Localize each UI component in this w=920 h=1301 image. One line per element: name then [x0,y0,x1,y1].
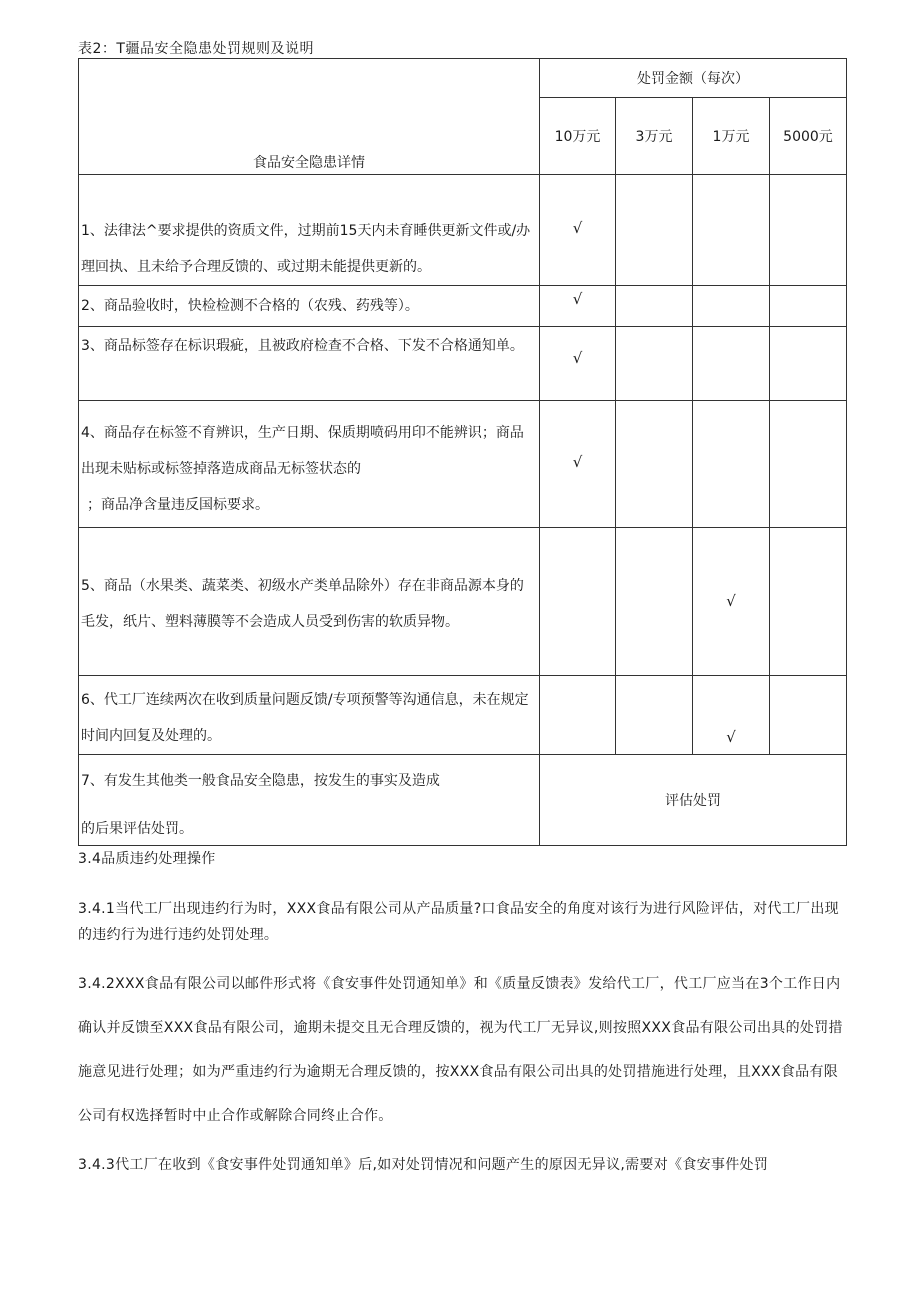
check-mark: √ [693,528,770,676]
amount-header-30k: 3万元 [616,98,693,175]
check-mark: √ [540,175,616,286]
amount-header-100k: 10万元 [540,98,616,175]
penalty-table [78,58,847,846]
row-text: 1、法律法^要求提供的资质文件，过期前15天内未育睡供更新文件或/办理回执、且未给予合理反馈的、或过期未能提供更新的。 [81,223,531,275]
amount-group-header: 处罚金额（每次） [540,59,847,98]
table-row [79,528,847,676]
row-text-cont: 的后果评估处罚。 [81,821,193,837]
row-text-cont: ；商品净含量违反国标要求。 [87,497,269,513]
section-title: 3.4品质违约处理操作 [78,851,216,867]
table-row [79,327,847,401]
paragraph-3-4-3: 3.4.3代工厂在收到《食安事件处罚通知单》后,如对处罚情况和问题产生的原因无异议,需要对《食安事件处罚 [78,1157,769,1173]
table-row [79,286,847,327]
table-caption: 表2：T疆品安全隐患处罚规则及说明 [78,41,314,57]
row-text: 7、有发生其他类一般食品安全隐患，按发生的事实及造成 [81,773,440,789]
table-row [79,401,847,528]
evaluate-penalty: 评估处罚 [540,755,847,846]
row-description [79,755,540,846]
row-text: 5、商品（水果类、蔬菜类、初级水产类单品除外）存在非商品源本身的毛发，纸片、塑料薄膜等不会造成人员受到伤害的软质异物。 [81,578,524,630]
row-description [79,327,540,401]
paragraph-3-4-2: 3.4.2XXX食品有限公司以邮件形式将《食安事件处罚通知单》和《质量反馈表》发给代工厂，代工厂应当在3个工作日内确认并反馈至XXX食品有限公司，逾期未提交且无合理反馈的，视为代工厂无异议,则按照XXX食品有限公司出具的处罚措施意见进行处理；如为严重违约行为逾期无合理反馈的，按XXX食品有限公司出具的处罚措施进行处理，且XXX食品有限公司有权选择暂时中止合作或解除合同终止合作。 [78,976,843,1124]
row-description [79,676,540,755]
table-row [79,676,847,755]
row-text: 4、商品存在标签不育辨识，生产日期、保质期喷码用印不能辨识；商品出现未贴标或标签掉落造成商品无标签状态的 [81,425,524,477]
row-description [79,286,540,327]
row-description [79,175,540,286]
table-row [79,175,847,286]
row-description [79,401,540,528]
table-row [79,755,847,846]
row-text: 3、商品标签存在标识瑕疵，且被政府检查不合格、下发不合格通知单。 [81,338,524,354]
amount-header-10k: 1万元 [693,98,770,175]
check-mark: √ [540,327,616,401]
row-description [79,528,540,676]
check-mark: √ [540,286,616,327]
check-mark: √ [693,676,770,755]
description-header: 食品安全隐患详情 [79,59,540,175]
check-mark: √ [540,401,616,528]
paragraph-3-4-1: 3.4.1当代工厂出现违约行为时，XXX食品有限公司从产品质量?口食品安全的角度对该行为进行风险评估，对代工厂出现的违约行为进行违约处罚处理。 [78,901,839,943]
amount-header-5k: 5000元 [770,98,847,175]
row-text: 2、商品验收时，快检检测不合格的（农残、药残等）。 [81,298,419,314]
row-text: 6、代工厂连续两次在收到质量问题反馈/专项预警等沟通信息，未在规定时间内回复及处理的。 [81,692,529,744]
